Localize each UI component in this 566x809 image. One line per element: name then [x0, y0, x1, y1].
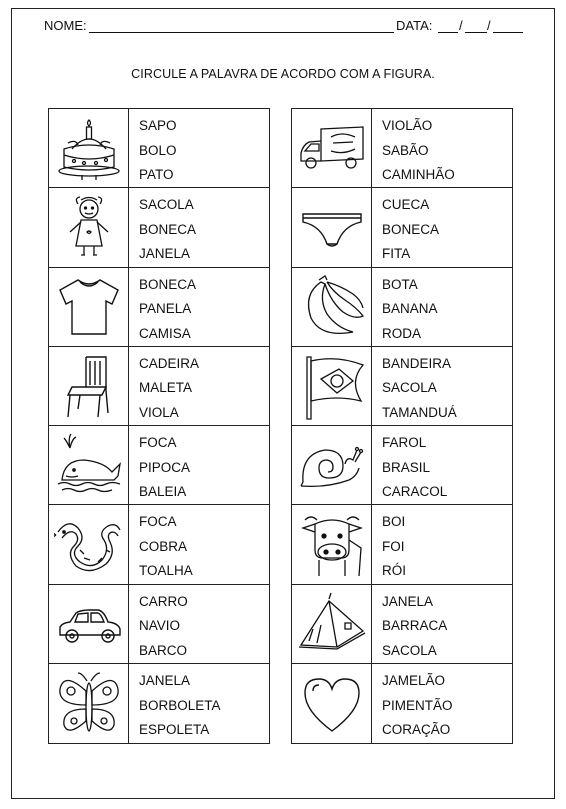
- word-option[interactable]: CARRO: [139, 593, 188, 609]
- word-option[interactable]: BOLO: [139, 142, 177, 158]
- word-options: [129, 109, 177, 187]
- word-option[interactable]: PANELA: [139, 301, 192, 317]
- word-option[interactable]: PATO: [139, 167, 174, 182]
- word-option[interactable]: BARRACA: [382, 618, 448, 634]
- word-options: [372, 505, 406, 583]
- word-option[interactable]: BANANA: [382, 301, 438, 317]
- word-option[interactable]: BANDEIRA: [382, 355, 452, 371]
- word-options: [372, 188, 439, 266]
- word-option[interactable]: JANELA: [382, 593, 434, 609]
- date-month-line[interactable]: [465, 18, 487, 33]
- word-option[interactable]: TAMANDUÁ: [382, 404, 457, 420]
- date-day-line[interactable]: [438, 18, 458, 33]
- bananas-icon: [292, 268, 372, 346]
- word-option[interactable]: TOALHA: [139, 563, 193, 579]
- date-year-line[interactable]: [493, 18, 523, 33]
- word-options: [372, 268, 438, 346]
- word-options: [372, 585, 447, 663]
- word-option[interactable]: CORAÇÃO: [382, 722, 451, 738]
- worksheet-header: [44, 18, 524, 38]
- word-option[interactable]: CADEIRA: [139, 355, 200, 371]
- heart-icon: [292, 664, 372, 743]
- word-option[interactable]: CUECA: [382, 197, 430, 213]
- whale-icon: [49, 426, 129, 504]
- table-row: [49, 664, 269, 743]
- flag-icon: [292, 347, 372, 425]
- date-separator: /: [459, 18, 463, 33]
- word-option[interactable]: VIOLA: [139, 404, 179, 420]
- word-options: [129, 585, 188, 663]
- word-options: [129, 505, 193, 583]
- word-option[interactable]: CAMISA: [139, 325, 191, 341]
- truck-icon: [292, 109, 372, 187]
- table-row: [292, 109, 512, 188]
- table-row: [49, 109, 269, 188]
- word-options: [372, 426, 447, 504]
- word-options: [129, 426, 190, 504]
- word-option[interactable]: FOI: [382, 538, 405, 554]
- instruction-title: CIRCULE A PALAVRA DE ACORDO COM A FIGURA.: [131, 67, 435, 81]
- word-option[interactable]: BRASIL: [382, 459, 431, 475]
- word-options: [129, 664, 221, 743]
- word-option[interactable]: FITA: [382, 246, 411, 262]
- table-row: [292, 347, 512, 426]
- word-option[interactable]: PIPOCA: [139, 459, 191, 475]
- word-option[interactable]: FOCA: [139, 514, 177, 530]
- table-row: [292, 664, 512, 743]
- word-option[interactable]: SACOLA: [382, 642, 437, 658]
- date-separator: /: [487, 18, 491, 33]
- table-row: [292, 268, 512, 347]
- underwear-icon: [292, 188, 372, 266]
- word-option[interactable]: FOCA: [139, 435, 177, 451]
- word-option[interactable]: BOTA: [382, 276, 418, 292]
- ox-icon: [292, 505, 372, 583]
- word-option[interactable]: MALETA: [139, 380, 193, 396]
- word-option[interactable]: SABÃO: [382, 142, 429, 158]
- word-option[interactable]: CAMINHÃO: [382, 167, 455, 182]
- word-option[interactable]: NAVIO: [139, 618, 181, 634]
- word-option[interactable]: SACOLA: [382, 380, 437, 396]
- word-options: [372, 664, 453, 743]
- tent-icon: [292, 585, 372, 663]
- word-option[interactable]: BORBOLETA: [139, 697, 221, 713]
- word-option[interactable]: BARCO: [139, 642, 188, 658]
- word-option[interactable]: SACOLA: [139, 197, 194, 213]
- butterfly-icon: [49, 664, 129, 743]
- word-option[interactable]: COBRA: [139, 538, 188, 554]
- word-option[interactable]: JANELA: [139, 246, 191, 262]
- table-row: [292, 188, 512, 267]
- word-options: [372, 347, 457, 425]
- table-row: [292, 426, 512, 505]
- table-row: [49, 268, 269, 347]
- t-shirt-icon: [49, 268, 129, 346]
- snake-icon: [49, 505, 129, 583]
- word-option[interactable]: ESPOLETA: [139, 722, 210, 738]
- right-word-table: [291, 108, 513, 744]
- car-icon: [49, 585, 129, 663]
- snail-icon: [292, 426, 372, 504]
- birthday-cake-icon: [49, 109, 129, 187]
- table-row: [49, 347, 269, 426]
- word-option[interactable]: RODA: [382, 325, 422, 341]
- chair-icon: [49, 347, 129, 425]
- word-option[interactable]: SAPO: [139, 118, 177, 133]
- word-option[interactable]: BALEIA: [139, 484, 187, 500]
- name-label: NOME:: [44, 18, 87, 33]
- word-option[interactable]: BOI: [382, 514, 406, 530]
- name-field-line[interactable]: [89, 18, 394, 33]
- table-row: [49, 585, 269, 664]
- word-option[interactable]: CARACOL: [382, 484, 448, 500]
- table-row: [49, 426, 269, 505]
- word-options: [129, 188, 196, 266]
- word-option[interactable]: BONECA: [139, 276, 197, 292]
- word-option[interactable]: RÓI: [382, 563, 407, 579]
- left-word-table: [48, 108, 270, 744]
- doll-icon: [49, 188, 129, 266]
- word-option[interactable]: VIOLÃO: [382, 118, 433, 133]
- table-row: [49, 188, 269, 267]
- table-row: [49, 505, 269, 584]
- word-option[interactable]: FAROL: [382, 435, 427, 451]
- word-option[interactable]: JANELA: [139, 673, 191, 689]
- table-row: [292, 585, 512, 664]
- word-option[interactable]: BONECA: [382, 221, 440, 237]
- table-row: [292, 505, 512, 584]
- word-option[interactable]: BONECA: [139, 221, 197, 237]
- word-options: [129, 347, 199, 425]
- word-options: [372, 109, 455, 187]
- word-option[interactable]: JAMELÃO: [382, 673, 446, 689]
- word-options: [129, 268, 196, 346]
- date-label: DATA:: [396, 18, 433, 33]
- word-option[interactable]: PIMENTÃO: [382, 697, 453, 713]
